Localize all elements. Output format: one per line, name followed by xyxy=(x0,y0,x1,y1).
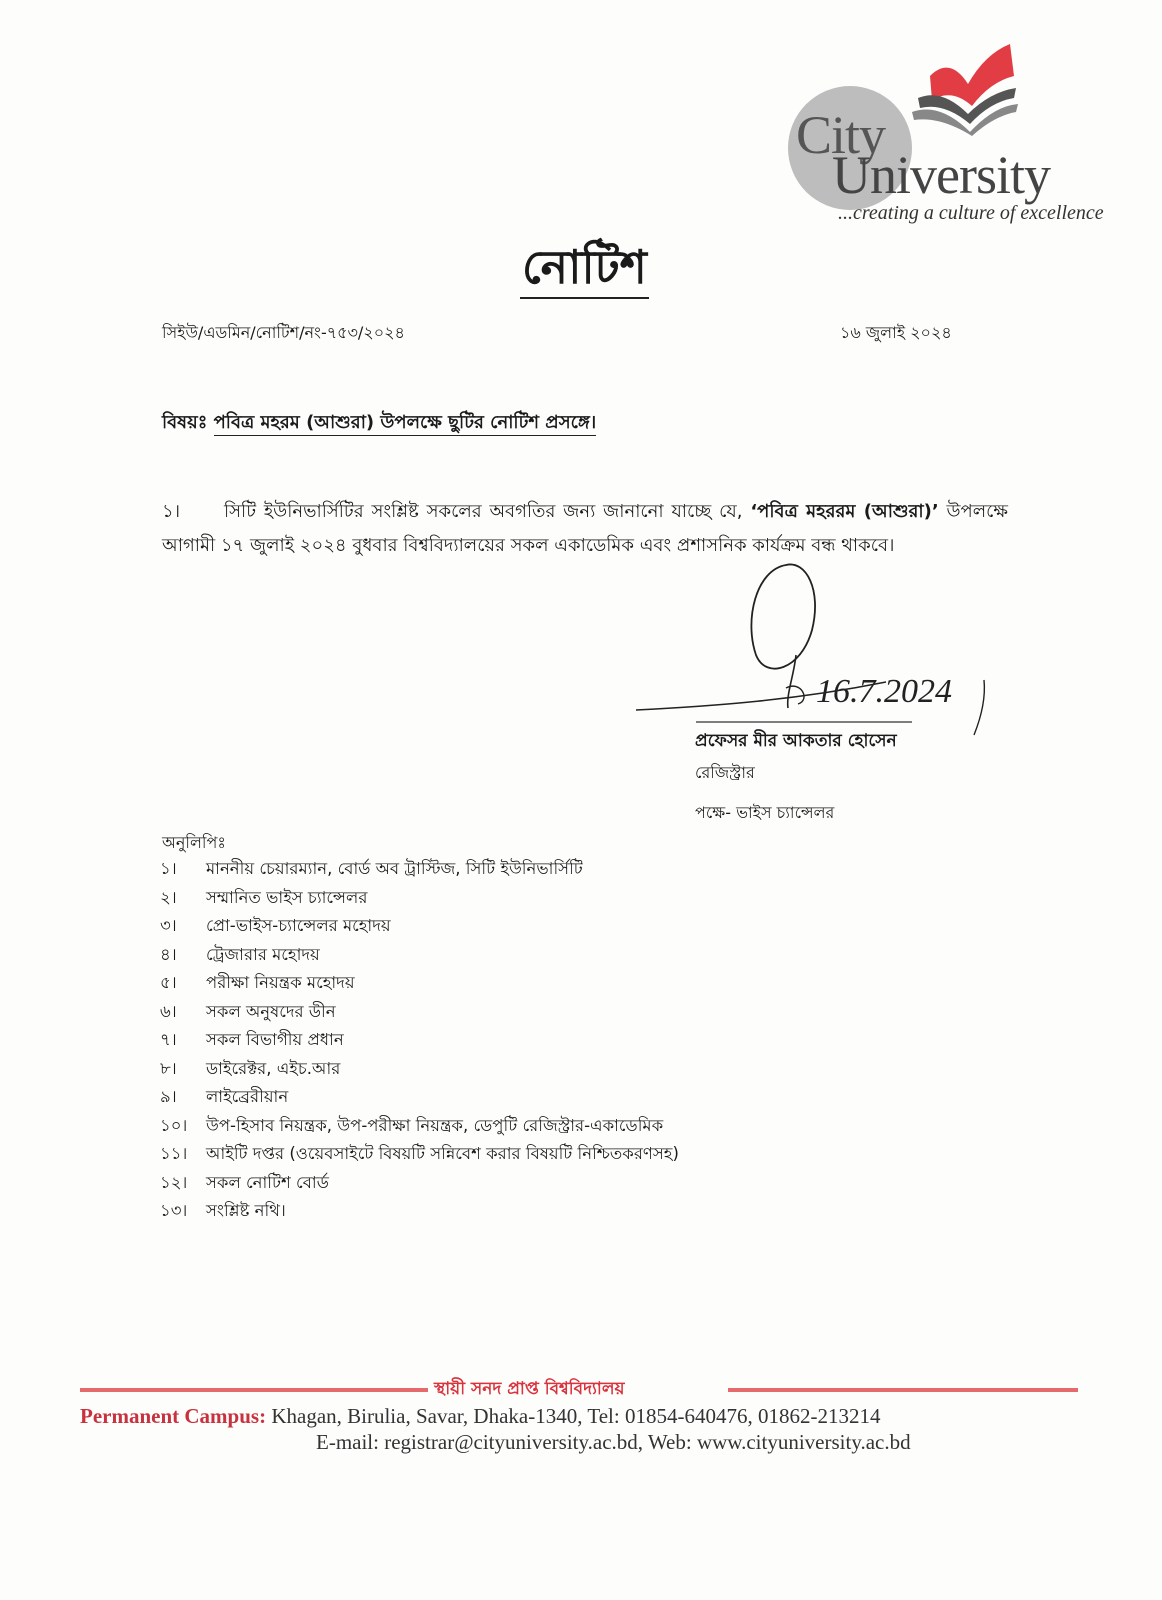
list-item-number: ১০। xyxy=(160,1115,188,1135)
list-item xyxy=(160,912,679,941)
body-text-before: সিটি ইউনিভার্সিটির সংশ্লিষ্ট সকলের অবগতির জন্য জানানো যাচ্ছে যে, xyxy=(224,501,751,522)
list-item xyxy=(160,941,679,970)
list-item-text: উপ-হিসাব নিয়ন্ত্রক, উপ-পরীক্ষা নিয়ন্ত্রক, ডেপুটি রেজিস্ট্রার-একাডেমিক xyxy=(206,1115,664,1135)
list-item xyxy=(160,969,679,998)
list-item xyxy=(160,884,679,913)
list-item-text: সকল অনুষদের ডীন xyxy=(206,1001,336,1021)
list-item xyxy=(160,1140,679,1169)
copies-list xyxy=(160,855,679,1226)
handwritten-signature xyxy=(636,560,1016,740)
footer-address-text: Khagan, Birulia, Savar, Dhaka-1340, Tel: 01854-640476, 01862-213214 xyxy=(266,1404,881,1428)
subject-text: পবিত্র মহরম (আশুরা) উপলক্ষে ছুটির নোটিশ প্রসঙ্গে। xyxy=(214,412,597,436)
footer-accreditation: স্থায়ী সনদ প্রাপ্ত বিশ্ববিদ্যালয় xyxy=(434,1379,625,1399)
copies-heading: অনুলিপিঃ xyxy=(162,833,226,852)
list-item-number: ৫। xyxy=(160,973,177,992)
list-item-text: মাননীয় চেয়ারম্যান, বোর্ড অব ট্রাস্টিজ, সিটি ইউনিভার্সিটি xyxy=(206,859,583,878)
list-item xyxy=(160,1169,679,1198)
subject-label: বিষয়ঃ xyxy=(162,412,208,433)
list-item-text: সকল নোটিশ বোর্ড xyxy=(206,1172,329,1192)
list-item xyxy=(160,855,679,884)
list-item xyxy=(160,1083,679,1112)
list-item-number: ৪। xyxy=(160,944,177,964)
list-item-text: আইটি দপ্তর (ওয়েবসাইটে বিষয়টি সন্নিবেশ করার বিষয়টি নিশ্চিতকরণসহ) xyxy=(206,1144,679,1163)
reference-number: সিইউ/এডমিন/নোটিশ/নং-৭৫৩/২০২৪ xyxy=(162,323,405,342)
list-item-text: প্রো-ভাইস-চ্যান্সেলর মহোদয় xyxy=(206,916,391,935)
footer-address xyxy=(80,1404,880,1429)
list-item-text: লাইব্রেরীয়ান xyxy=(206,1087,289,1106)
signatory-name: প্রফেসর মীর আকতার হোসেন xyxy=(695,731,897,751)
list-item xyxy=(160,1197,679,1226)
list-item xyxy=(160,998,679,1027)
footer-contact: E-mail: registrar@cityuniversity.ac.bd, Web: www.cityuniversity.ac.bd xyxy=(316,1430,911,1454)
list-item-text: পরীক্ষা নিয়ন্ত্রক মহোদয় xyxy=(206,973,355,992)
list-item-number: ১। xyxy=(160,859,177,878)
notice-heading: নোটিশ xyxy=(520,240,649,299)
logo-tagline: ...creating a culture of excellence xyxy=(838,202,1104,224)
list-item-number: ১৩। xyxy=(160,1201,188,1220)
list-item xyxy=(160,1112,679,1141)
list-item-text: সম্মানিত ভাইস চ্যান্সেলর xyxy=(206,887,368,907)
list-item-text: ট্রেজারার মহোদয় xyxy=(206,944,320,964)
list-item-number: ১১। xyxy=(160,1144,188,1163)
list-item-number: ৮। xyxy=(160,1058,177,1078)
list-item xyxy=(160,1055,679,1084)
list-item-number: ৩। xyxy=(160,916,177,935)
logo-text-university: University xyxy=(832,145,1050,205)
body-bold-text: ‘পবিত্র মহররম (আশুরা)’ xyxy=(750,501,939,522)
list-item-number: ২। xyxy=(160,887,177,907)
list-item-number: ৭। xyxy=(160,1030,177,1049)
footer-divider-right xyxy=(728,1388,1078,1392)
signature-date: 16.7.2024 xyxy=(816,673,952,710)
list-item-number: ৬। xyxy=(160,1001,177,1021)
list-item-number: ১২। xyxy=(160,1172,188,1192)
notice-date: ১৬ জুলাই ২০২৪ xyxy=(840,323,952,342)
list-item-text: সংশ্লিষ্ট নথি। xyxy=(206,1201,286,1220)
signatory-on-behalf: পক্ষে- ভাইস চ্যান্সেলর xyxy=(695,803,835,822)
body-text-after: উপলক্ষে আগামী ১৭ জুলাই ২০২৪ বুধবার বিশ্ববিদ্যালয়ের সকল একাডেমিক এবং প্রশাসনিক কার্যক্রম বন্ধ থাকবে। xyxy=(162,501,1008,556)
notice-body xyxy=(162,495,1008,563)
list-item-text: সকল বিভাগীয় প্রধান xyxy=(206,1030,344,1049)
paragraph-number: ১। xyxy=(162,501,181,522)
list-item xyxy=(160,1026,679,1055)
logo-text-city: City xyxy=(796,105,886,165)
subject-line xyxy=(162,408,596,439)
open-book-icon xyxy=(910,36,1020,136)
footer-divider-left xyxy=(80,1388,428,1392)
footer-campus-label: Permanent Campus: xyxy=(80,1404,267,1428)
list-item-text: ডাইরেক্টর, এইচ.আর xyxy=(206,1058,341,1078)
university-logo xyxy=(780,36,1104,236)
list-item-number: ৯। xyxy=(160,1087,177,1106)
signatory-title: রেজিস্ট্রার xyxy=(695,763,755,782)
